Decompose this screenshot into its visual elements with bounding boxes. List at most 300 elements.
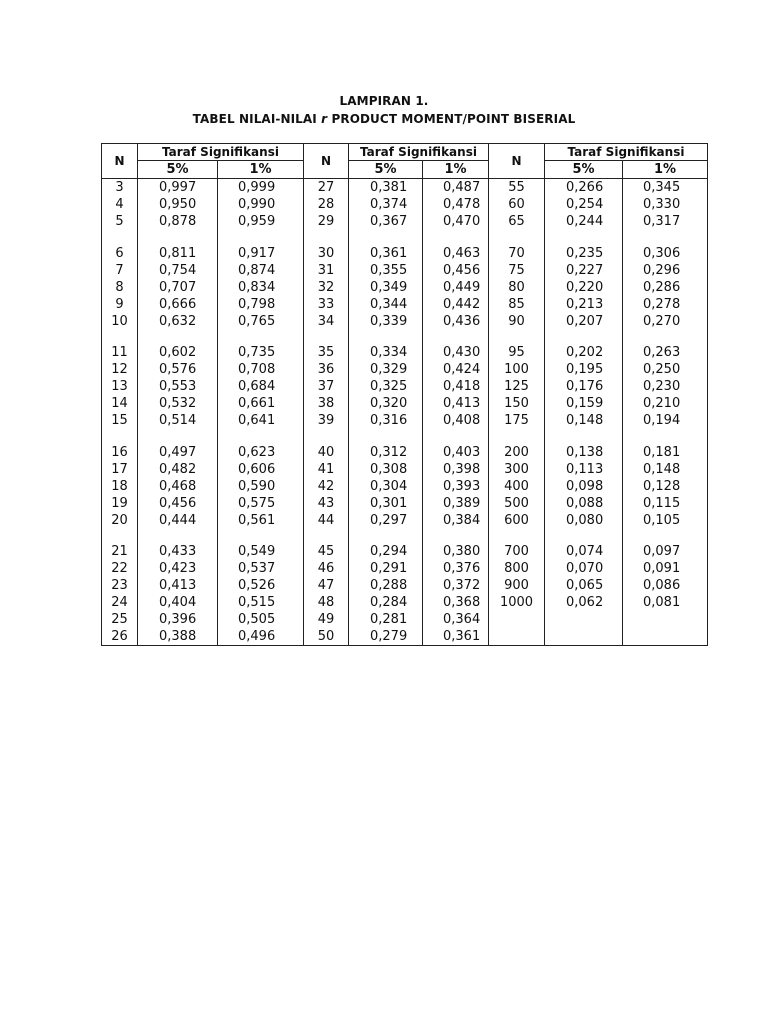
r5-cell: 0,361 (349, 245, 423, 262)
r1-cell: 0,181 (623, 444, 708, 461)
r5-cell (545, 628, 623, 646)
r5-cell: 0,195 (545, 361, 623, 378)
r1-cell: 0,128 (623, 478, 708, 495)
n-cell: 30 (304, 245, 349, 262)
title-line-2 (0, 110, 768, 128)
r5-cell: 0,482 (138, 461, 218, 478)
r1-cell: 0,999 (218, 179, 304, 197)
spacer-cell (102, 330, 138, 345)
r5-cell: 0,065 (545, 577, 623, 594)
r1-cell: 0,470 (423, 213, 489, 230)
r5-cell: 0,308 (349, 461, 423, 478)
r5-cell: 0,413 (138, 577, 218, 594)
n-cell: 42 (304, 478, 349, 495)
n-cell (489, 628, 545, 646)
spacer-cell (545, 230, 623, 245)
n-cell: 100 (489, 361, 545, 378)
r1-cell (623, 611, 708, 628)
r5-cell: 0,291 (349, 560, 423, 577)
spacer-cell (489, 429, 545, 444)
n-cell: 7 (102, 262, 138, 279)
r5-cell: 0,113 (545, 461, 623, 478)
n-cell: 32 (304, 279, 349, 296)
r5-cell: 0,284 (349, 594, 423, 611)
n-cell: 10 (102, 313, 138, 330)
r5-cell: 0,339 (349, 313, 423, 330)
r1-cell: 0,408 (423, 412, 489, 429)
n-cell: 29 (304, 213, 349, 230)
table-row (102, 560, 708, 577)
r1-cell: 0,917 (218, 245, 304, 262)
r5-cell: 0,707 (138, 279, 218, 296)
r1-cell: 0,641 (218, 412, 304, 429)
table-row (102, 213, 708, 230)
spacer-cell (349, 230, 423, 245)
n-cell: 90 (489, 313, 545, 330)
spacer-cell (138, 529, 218, 544)
n-cell: 37 (304, 378, 349, 395)
spacer-cell (102, 230, 138, 245)
r5-cell: 0,334 (349, 344, 423, 361)
r5-cell: 0,207 (545, 313, 623, 330)
r1-cell: 0,990 (218, 196, 304, 213)
r1-cell: 0,364 (423, 611, 489, 628)
r5-cell: 0,312 (349, 444, 423, 461)
r1-cell: 0,380 (423, 543, 489, 560)
header-taraf-1: Taraf Signifikansi (138, 144, 304, 161)
r5-cell: 0,374 (349, 196, 423, 213)
header-taraf-2: Taraf Signifikansi (349, 144, 489, 161)
r5-cell: 0,344 (349, 296, 423, 313)
r1-cell: 0,286 (623, 279, 708, 296)
n-cell: 400 (489, 478, 545, 495)
n-cell: 26 (102, 628, 138, 646)
r5-cell: 0,514 (138, 412, 218, 429)
r1-cell: 0,296 (623, 262, 708, 279)
table-row (102, 461, 708, 478)
r5-cell: 0,301 (349, 495, 423, 512)
r1-cell: 0,505 (218, 611, 304, 628)
r1-cell: 0,194 (623, 412, 708, 429)
r1-cell: 0,606 (218, 461, 304, 478)
r1-cell: 0,393 (423, 478, 489, 495)
title-line-1: LAMPIRAN 1. (339, 94, 429, 108)
spacer-cell (423, 230, 489, 245)
r5-cell: 0,074 (545, 543, 623, 560)
header-5pct-2: 5% (349, 161, 423, 179)
group-spacer (102, 330, 708, 345)
r1-cell: 0,148 (623, 461, 708, 478)
table-row (102, 262, 708, 279)
spacer-cell (623, 529, 708, 544)
n-cell: 43 (304, 495, 349, 512)
n-cell: 46 (304, 560, 349, 577)
r5-cell: 0,254 (545, 196, 623, 213)
header-n-2: N (304, 144, 349, 179)
n-cell: 48 (304, 594, 349, 611)
n-cell: 150 (489, 395, 545, 412)
n-cell: 6 (102, 245, 138, 262)
n-cell: 50 (304, 628, 349, 646)
r5-cell: 0,349 (349, 279, 423, 296)
r5-cell: 0,381 (349, 179, 423, 197)
header-1pct-3: 1% (623, 161, 708, 179)
header-1pct-2: 1% (423, 161, 489, 179)
r5-cell: 0,367 (349, 213, 423, 230)
header-1pct-1: 1% (218, 161, 304, 179)
n-cell: 19 (102, 495, 138, 512)
r1-cell: 0,403 (423, 444, 489, 461)
header-n-3: N (489, 144, 545, 179)
spacer-cell (623, 330, 708, 345)
r5-cell: 0,325 (349, 378, 423, 395)
spacer-cell (623, 429, 708, 444)
r1-cell: 0,449 (423, 279, 489, 296)
r1-cell: 0,413 (423, 395, 489, 412)
r1-cell: 0,418 (423, 378, 489, 395)
n-cell: 16 (102, 444, 138, 461)
r1-cell: 0,306 (623, 245, 708, 262)
table-row (102, 313, 708, 330)
r1-cell: 0,398 (423, 461, 489, 478)
n-cell: 49 (304, 611, 349, 628)
r1-cell: 0,442 (423, 296, 489, 313)
r1-cell: 0,361 (423, 628, 489, 646)
r5-cell: 0,433 (138, 543, 218, 560)
r5-cell: 0,220 (545, 279, 623, 296)
n-cell: 75 (489, 262, 545, 279)
r5-cell: 0,288 (349, 577, 423, 594)
spacer-cell (545, 330, 623, 345)
r5-cell: 0,281 (349, 611, 423, 628)
spacer-cell (489, 330, 545, 345)
table-row (102, 512, 708, 529)
r1-cell: 0,526 (218, 577, 304, 594)
spacer-cell (138, 429, 218, 444)
r1-cell: 0,487 (423, 179, 489, 197)
n-cell: 36 (304, 361, 349, 378)
spacer-cell (102, 529, 138, 544)
r1-cell: 0,424 (423, 361, 489, 378)
r5-cell: 0,329 (349, 361, 423, 378)
spacer-cell (489, 529, 545, 544)
spacer-cell (423, 330, 489, 345)
r1-cell: 0,708 (218, 361, 304, 378)
spacer-cell (349, 529, 423, 544)
r1-cell: 0,250 (623, 361, 708, 378)
table-row (102, 444, 708, 461)
n-cell: 80 (489, 279, 545, 296)
table-row (102, 412, 708, 429)
r5-cell: 0,396 (138, 611, 218, 628)
table-row (102, 296, 708, 313)
n-cell: 200 (489, 444, 545, 461)
r5-cell: 0,532 (138, 395, 218, 412)
r5-cell: 0,444 (138, 512, 218, 529)
r5-cell: 0,576 (138, 361, 218, 378)
n-cell: 9 (102, 296, 138, 313)
n-cell: 40 (304, 444, 349, 461)
n-cell (489, 611, 545, 628)
r1-cell: 0,384 (423, 512, 489, 529)
r5-cell: 0,098 (545, 478, 623, 495)
n-cell: 21 (102, 543, 138, 560)
table-row (102, 279, 708, 296)
r5-cell: 0,176 (545, 378, 623, 395)
table-row (102, 196, 708, 213)
r5-cell: 0,320 (349, 395, 423, 412)
spacer-cell (489, 230, 545, 245)
n-cell: 55 (489, 179, 545, 197)
n-cell: 4 (102, 196, 138, 213)
r1-cell: 0,549 (218, 543, 304, 560)
n-cell: 22 (102, 560, 138, 577)
r1-cell: 0,086 (623, 577, 708, 594)
n-cell: 8 (102, 279, 138, 296)
r5-cell: 0,294 (349, 543, 423, 560)
r1-cell: 0,097 (623, 543, 708, 560)
r1-cell: 0,463 (423, 245, 489, 262)
r1-cell: 0,684 (218, 378, 304, 395)
table-row (102, 577, 708, 594)
group-spacer (102, 429, 708, 444)
spacer-cell (304, 230, 349, 245)
r1-cell: 0,105 (623, 512, 708, 529)
title-line-2-before: TABEL NILAI-NILAI (192, 112, 322, 126)
r1-cell: 0,496 (218, 628, 304, 646)
n-cell: 28 (304, 196, 349, 213)
r5-cell: 0,456 (138, 495, 218, 512)
r5-cell: 0,388 (138, 628, 218, 646)
r5-cell: 0,227 (545, 262, 623, 279)
r5-cell: 0,088 (545, 495, 623, 512)
table-row (102, 179, 708, 197)
r5-cell: 0,997 (138, 179, 218, 197)
r5-cell: 0,316 (349, 412, 423, 429)
n-cell: 35 (304, 344, 349, 361)
r1-cell: 0,874 (218, 262, 304, 279)
n-cell: 25 (102, 611, 138, 628)
n-cell: 33 (304, 296, 349, 313)
n-cell: 34 (304, 313, 349, 330)
r1-cell: 0,765 (218, 313, 304, 330)
spacer-cell (545, 429, 623, 444)
r5-cell: 0,754 (138, 262, 218, 279)
r5-cell: 0,355 (349, 262, 423, 279)
table-row (102, 543, 708, 560)
r5-cell (545, 611, 623, 628)
r5-cell: 0,304 (349, 478, 423, 495)
r1-cell: 0,575 (218, 495, 304, 512)
n-cell: 41 (304, 461, 349, 478)
n-cell: 175 (489, 412, 545, 429)
n-cell: 900 (489, 577, 545, 594)
r5-cell: 0,423 (138, 560, 218, 577)
r5-cell: 0,632 (138, 313, 218, 330)
group-spacer (102, 529, 708, 544)
r5-cell: 0,202 (545, 344, 623, 361)
n-cell: 39 (304, 412, 349, 429)
n-cell: 20 (102, 512, 138, 529)
r1-cell: 0,345 (623, 179, 708, 197)
spacer-cell (623, 230, 708, 245)
n-cell: 85 (489, 296, 545, 313)
title-line-2-after: PRODUCT MOMENT/POINT BISERIAL (327, 112, 576, 126)
r1-cell: 0,230 (623, 378, 708, 395)
n-cell: 12 (102, 361, 138, 378)
r1-cell: 0,959 (218, 213, 304, 230)
r1-cell: 0,436 (423, 313, 489, 330)
n-cell: 125 (489, 378, 545, 395)
n-cell: 3 (102, 179, 138, 197)
n-cell: 27 (304, 179, 349, 197)
r1-cell: 0,389 (423, 495, 489, 512)
table-row (102, 628, 708, 646)
r1-cell: 0,735 (218, 344, 304, 361)
n-cell: 15 (102, 412, 138, 429)
n-cell: 38 (304, 395, 349, 412)
r5-cell: 0,553 (138, 378, 218, 395)
r1-cell: 0,561 (218, 512, 304, 529)
r5-cell: 0,878 (138, 213, 218, 230)
r5-cell: 0,070 (545, 560, 623, 577)
n-cell: 800 (489, 560, 545, 577)
r5-cell: 0,811 (138, 245, 218, 262)
r1-cell: 0,210 (623, 395, 708, 412)
r5-cell: 0,148 (545, 412, 623, 429)
spacer-cell (423, 529, 489, 544)
r1-cell: 0,661 (218, 395, 304, 412)
title-block (0, 92, 768, 128)
n-cell: 600 (489, 512, 545, 529)
r1-cell: 0,081 (623, 594, 708, 611)
r1-cell: 0,368 (423, 594, 489, 611)
table-row (102, 594, 708, 611)
r5-cell: 0,602 (138, 344, 218, 361)
header-5pct-3: 5% (545, 161, 623, 179)
spacer-cell (545, 529, 623, 544)
spacer-cell (138, 330, 218, 345)
n-cell: 13 (102, 378, 138, 395)
r1-cell: 0,317 (623, 213, 708, 230)
n-cell: 700 (489, 543, 545, 560)
r1-cell: 0,798 (218, 296, 304, 313)
table-row (102, 611, 708, 628)
header-taraf-3: Taraf Signifikansi (545, 144, 708, 161)
r1-cell: 0,376 (423, 560, 489, 577)
r5-cell: 0,080 (545, 512, 623, 529)
spacer-cell (304, 429, 349, 444)
r5-cell: 0,213 (545, 296, 623, 313)
r5-cell: 0,235 (545, 245, 623, 262)
spacer-cell (423, 429, 489, 444)
n-cell: 14 (102, 395, 138, 412)
table-row (102, 344, 708, 361)
r1-cell: 0,834 (218, 279, 304, 296)
table-row (102, 378, 708, 395)
n-cell: 24 (102, 594, 138, 611)
spacer-cell (218, 330, 304, 345)
r1-cell: 0,091 (623, 560, 708, 577)
n-cell: 1000 (489, 594, 545, 611)
header-5pct-1: 5% (138, 161, 218, 179)
table-row (102, 245, 708, 262)
spacer-cell (349, 330, 423, 345)
n-cell: 23 (102, 577, 138, 594)
n-cell: 44 (304, 512, 349, 529)
r1-cell: 0,270 (623, 313, 708, 330)
n-cell: 5 (102, 213, 138, 230)
r1-cell: 0,330 (623, 196, 708, 213)
n-cell: 31 (304, 262, 349, 279)
spacer-cell (304, 529, 349, 544)
n-cell: 60 (489, 196, 545, 213)
r1-cell: 0,478 (423, 196, 489, 213)
r1-cell: 0,456 (423, 262, 489, 279)
n-cell: 17 (102, 461, 138, 478)
r-value-table (101, 143, 708, 646)
r5-cell: 0,297 (349, 512, 423, 529)
r5-cell: 0,950 (138, 196, 218, 213)
table-row (102, 478, 708, 495)
r1-cell: 0,537 (218, 560, 304, 577)
spacer-cell (138, 230, 218, 245)
r5-cell: 0,244 (545, 213, 623, 230)
r1-cell: 0,590 (218, 478, 304, 495)
r5-cell: 0,497 (138, 444, 218, 461)
r5-cell: 0,138 (545, 444, 623, 461)
r1-cell: 0,515 (218, 594, 304, 611)
title-line-2-italic: r (321, 112, 328, 126)
n-cell: 300 (489, 461, 545, 478)
n-cell: 500 (489, 495, 545, 512)
spacer-cell (218, 230, 304, 245)
spacer-cell (349, 429, 423, 444)
r5-cell: 0,159 (545, 395, 623, 412)
r1-cell: 0,263 (623, 344, 708, 361)
r5-cell: 0,266 (545, 179, 623, 197)
r5-cell: 0,279 (349, 628, 423, 646)
r5-cell: 0,666 (138, 296, 218, 313)
n-cell: 47 (304, 577, 349, 594)
table-row (102, 495, 708, 512)
header-n-1: N (102, 144, 138, 179)
r1-cell (623, 628, 708, 646)
n-cell: 45 (304, 543, 349, 560)
r1-cell: 0,372 (423, 577, 489, 594)
spacer-cell (304, 330, 349, 345)
r1-cell: 0,278 (623, 296, 708, 313)
spacer-cell (102, 429, 138, 444)
spacer-cell (218, 429, 304, 444)
n-cell: 65 (489, 213, 545, 230)
table-body (102, 179, 708, 646)
n-cell: 18 (102, 478, 138, 495)
n-cell: 11 (102, 344, 138, 361)
group-spacer (102, 230, 708, 245)
r1-cell: 0,115 (623, 495, 708, 512)
r5-cell: 0,468 (138, 478, 218, 495)
table-row (102, 361, 708, 378)
r5-cell: 0,062 (545, 594, 623, 611)
n-cell: 70 (489, 245, 545, 262)
r1-cell: 0,623 (218, 444, 304, 461)
r1-cell: 0,430 (423, 344, 489, 361)
n-cell: 95 (489, 344, 545, 361)
table-row (102, 395, 708, 412)
spacer-cell (218, 529, 304, 544)
r5-cell: 0,404 (138, 594, 218, 611)
